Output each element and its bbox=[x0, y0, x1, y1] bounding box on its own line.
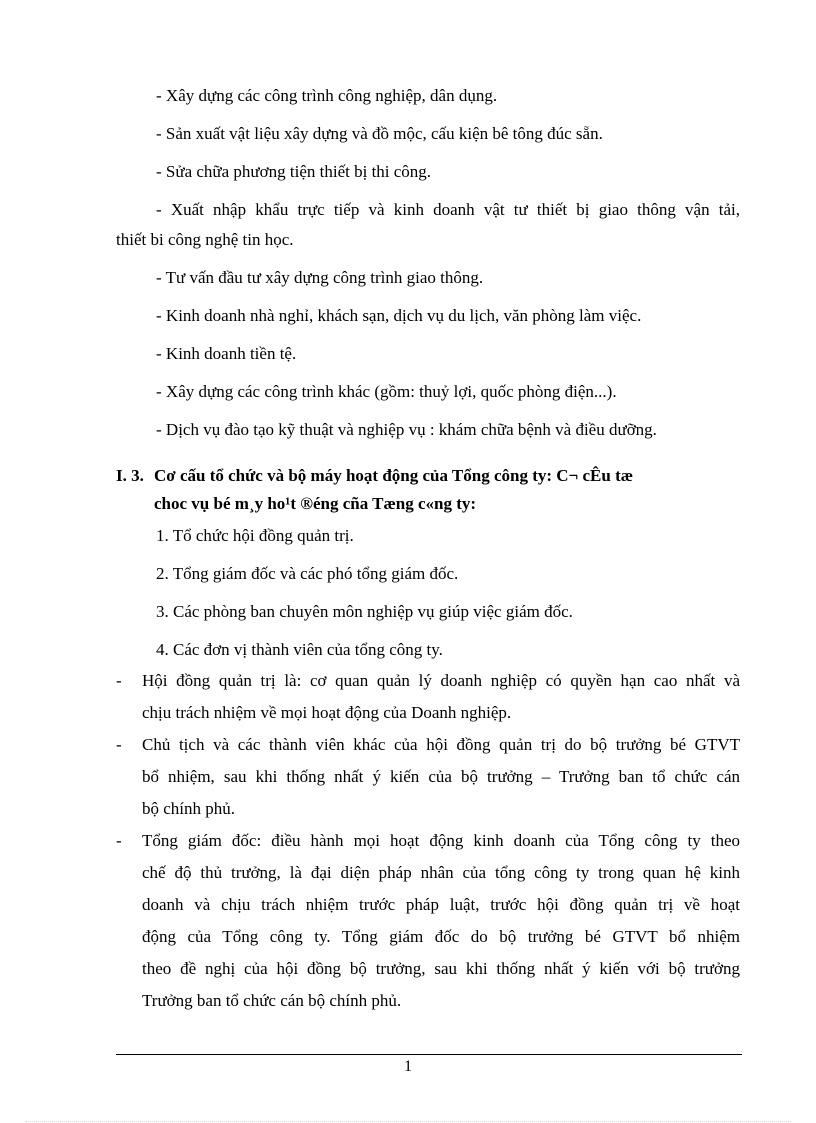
paragraph-line: bổ nhiệm, sau khi thống nhất ý kiến của bộ trưởng – Trưởng ban tổ chức cán bbox=[142, 767, 740, 786]
paragraph-line: động của Tổng công ty. Tổng giám đốc do bộ trưởng bé GTVT bổ nhiệm bbox=[142, 927, 740, 946]
list-item: - Xuất nhập khẩu trực tiếp và kinh doanh vật tư thiết bị giao thông vận tải, bbox=[156, 200, 740, 219]
list-item: - Xây dựng các công trình công nghiệp, dân dụng. bbox=[156, 86, 498, 105]
list-item: - Tư vấn đầu tư xây dựng công trình giao thông. bbox=[156, 268, 484, 287]
dash-bullet: - bbox=[116, 831, 122, 850]
numbered-item: 4. Các đơn vị thành viên của tổng công ty. bbox=[156, 640, 443, 659]
list-item: - Sản xuất vật liệu xây dựng và đồ mộc, cấu kiện bê tông đúc sẵn. bbox=[156, 124, 603, 143]
numbered-item: 3. Các phòng ban chuyên môn nghiệp vụ giúp việc giám đốc. bbox=[156, 602, 573, 621]
paragraph-line: chịu trách nhiệm về mọi hoạt động của Doanh nghiệp. bbox=[142, 703, 512, 722]
numbered-item: 2. Tổng giám đốc và các phó tổng giám đốc. bbox=[156, 564, 459, 583]
page-number: 1 bbox=[404, 1058, 412, 1075]
list-item: - Kinh doanh tiền tệ. bbox=[156, 344, 297, 363]
section-title: Cơ cấu tổ chức và bộ máy hoạt động của Tổng công ty: C¬ cÊu tæ bbox=[154, 466, 634, 485]
section-heading bbox=[116, 466, 740, 513]
list-item-continuation: thiết bi công nghệ tin học. bbox=[116, 230, 294, 249]
paragraph-line: theo đề nghị của hội đồng bộ trưởng, sau khi thống nhất ý kiến với bộ trưởng bbox=[142, 959, 740, 978]
paragraph-line: bộ chính phủ. bbox=[142, 799, 236, 818]
list-item: - Xây dựng các công trình khác (gồm: thuỷ lợi, quốc phòng điện...). bbox=[156, 382, 617, 401]
paragraph-line: Trưởng ban tổ chức cán bộ chính phủ. bbox=[142, 991, 402, 1010]
list-item: - Kinh doanh nhà nghỉ, khách sạn, dịch vụ du lịch, văn phòng làm việc. bbox=[156, 306, 642, 325]
list-item: - Dịch vụ đào tạo kỹ thuật và nghiệp vụ : khám chữa bệnh và điều dưỡng. bbox=[156, 420, 657, 439]
section-number: I. 3. bbox=[116, 466, 144, 485]
footer-divider bbox=[116, 1054, 742, 1055]
dash-bullet: - bbox=[116, 735, 122, 754]
paragraph-line: doanh và chịu trách nhiệm trước pháp luật, trước hội đồng quản trị về hoạt bbox=[142, 895, 740, 914]
paragraph-line: chế độ thủ trưởng, là đại diện pháp nhân của tổng công ty trong quan hệ kinh bbox=[142, 863, 740, 882]
list-item: - Sửa chữa phương tiện thiết bị thi công. bbox=[156, 162, 432, 181]
section-title-garbled: choc vụ bé m¸y ho¹t ®éng cña Tæng c«ng ty: bbox=[154, 494, 477, 513]
numbered-item: 1. Tổ chức hội đồng quản trị. bbox=[156, 526, 354, 545]
dash-bullet: - bbox=[116, 671, 122, 690]
paragraph-line: Tổng giám đốc: điều hành mọi hoạt động kinh doanh của Tổng công ty theo bbox=[142, 831, 740, 850]
paragraph-line: Hội đồng quản trị là: cơ quan quản lý doanh nghiệp có quyền hạn cao nhất và bbox=[142, 671, 740, 690]
page-edge-dotted-line bbox=[25, 1121, 791, 1122]
paragraph-line: Chủ tịch và các thành viên khác của hội đồng quản trị do bộ trưởng bé GTVT bbox=[142, 735, 740, 754]
